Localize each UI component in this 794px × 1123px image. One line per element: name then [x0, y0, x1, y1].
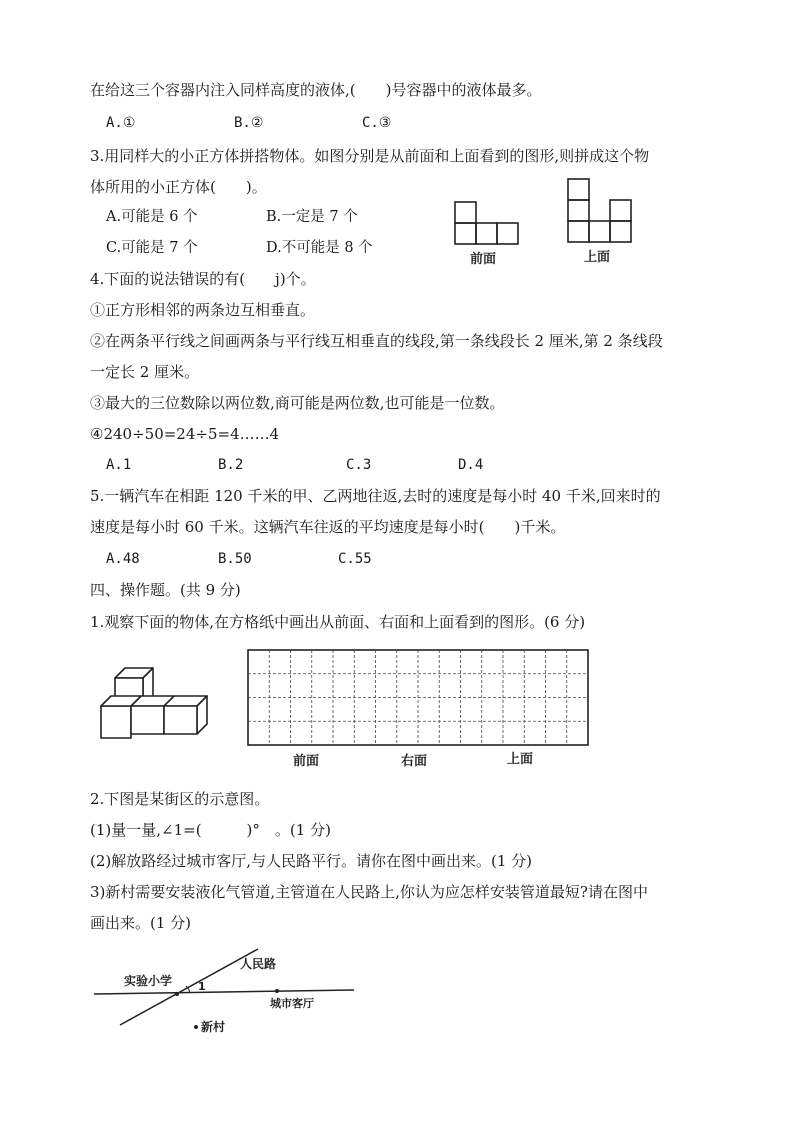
- q4-statement-4: ④240÷50=24÷5=4……4: [90, 425, 280, 443]
- q3-option-b: B.一定是 7 个: [266, 209, 358, 225]
- cube-object-figure: [95, 660, 215, 750]
- grid-label-top: 上面: [507, 752, 534, 767]
- q2-text: 在给这三个容器内注入同样高度的液体,( )号容器中的液体最多。: [90, 81, 542, 99]
- horizontal-road: [94, 990, 354, 994]
- street-map-figure[interactable]: [90, 945, 360, 1045]
- op2-title: 2.下图是某街区的示意图。: [90, 790, 270, 808]
- top-view-squares: [568, 179, 631, 242]
- front-view-squares: [455, 202, 518, 244]
- q3-line1: 3.用同样大的小正方体拼搭物体。如图分别是从前面和上面看到的图形,则拼成这个物: [90, 147, 650, 165]
- grid-paper[interactable]: [245, 648, 595, 773]
- q4-option-b: B.2: [218, 457, 244, 473]
- op1-text: 1.观察下面的物体,在方格纸中画出从前面、右面和上面看到的图形。(6 分): [90, 613, 586, 631]
- village-label: 新村: [201, 1020, 226, 1034]
- q5-line2: 速度是每小时 60 千米。这辆汽车往返的平均速度是每小时( )千米。: [90, 518, 566, 536]
- top-view-label: 上面: [584, 250, 611, 265]
- front-view-label: 前面: [470, 252, 497, 267]
- q5-option-a: A.48: [106, 551, 140, 567]
- city-hall-point: [275, 989, 279, 993]
- q3-line2: 体所用的小正方体( )。: [90, 178, 267, 196]
- q3-option-d: D.不可能是 8 个: [266, 240, 373, 256]
- village-point: [194, 1025, 198, 1029]
- grid-label-right: 右面: [401, 754, 428, 769]
- q4-option-c: C.3: [346, 457, 372, 473]
- q4-option-d: D.4: [458, 457, 484, 473]
- school-point: [175, 992, 179, 996]
- q5-option-b: B.50: [218, 551, 252, 567]
- section-4-title: 四、操作题。(共 9 分): [90, 581, 241, 599]
- grid-label-front: 前面: [293, 754, 320, 769]
- q3-option-a: A.可能是 6 个: [106, 209, 198, 225]
- op2-part3b: 画出来。(1 分): [90, 914, 192, 932]
- q2-option-a: A.①: [106, 115, 136, 131]
- op2-part3a: 3)新村需要安装液化气管道,主管道在人民路上,你认为应怎样安装管道最短?请在图中: [90, 883, 648, 901]
- op2-part1: (1)量一量,∠1=( )° 。(1 分): [90, 821, 331, 839]
- q5-line1: 5.一辆汽车在相距 120 千米的甲、乙两地往返,去时的速度是每小时 40 千米,回来时的: [90, 487, 661, 505]
- q4-statement-1: ①正方形相邻的两条边互相垂直。: [90, 301, 316, 319]
- angle-1-label: 1: [198, 980, 206, 993]
- q4-statement-2a: ②在两条平行线之间画两条与平行线互相垂直的线段,第一条线段长 2 厘米,第 2 条线段: [90, 332, 663, 350]
- q5-option-c: C.55: [338, 551, 372, 567]
- q2-option-b: B.②: [234, 115, 264, 131]
- q4-statement-3: ③最大的三位数除以两位数,商可能是两位数,也可能是一位数。: [90, 394, 505, 412]
- q4-stem: 4.下面的说法错误的有( j)个。: [90, 270, 316, 288]
- q4-statement-2b: 一定长 2 厘米。: [90, 363, 200, 381]
- q3-views-figure: [440, 172, 650, 272]
- school-label: 实验小学: [124, 974, 173, 988]
- q2-option-c: C.③: [362, 115, 392, 131]
- city-hall-label: 城市客厅: [270, 997, 314, 1010]
- op2-part2: (2)解放路经过城市客厅,与人民路平行。请你在图中画出来。(1 分): [90, 852, 533, 870]
- road-label: 人民路: [240, 957, 277, 971]
- q4-option-a: A.1: [106, 457, 132, 473]
- q3-option-c: C.可能是 7 个: [106, 240, 198, 256]
